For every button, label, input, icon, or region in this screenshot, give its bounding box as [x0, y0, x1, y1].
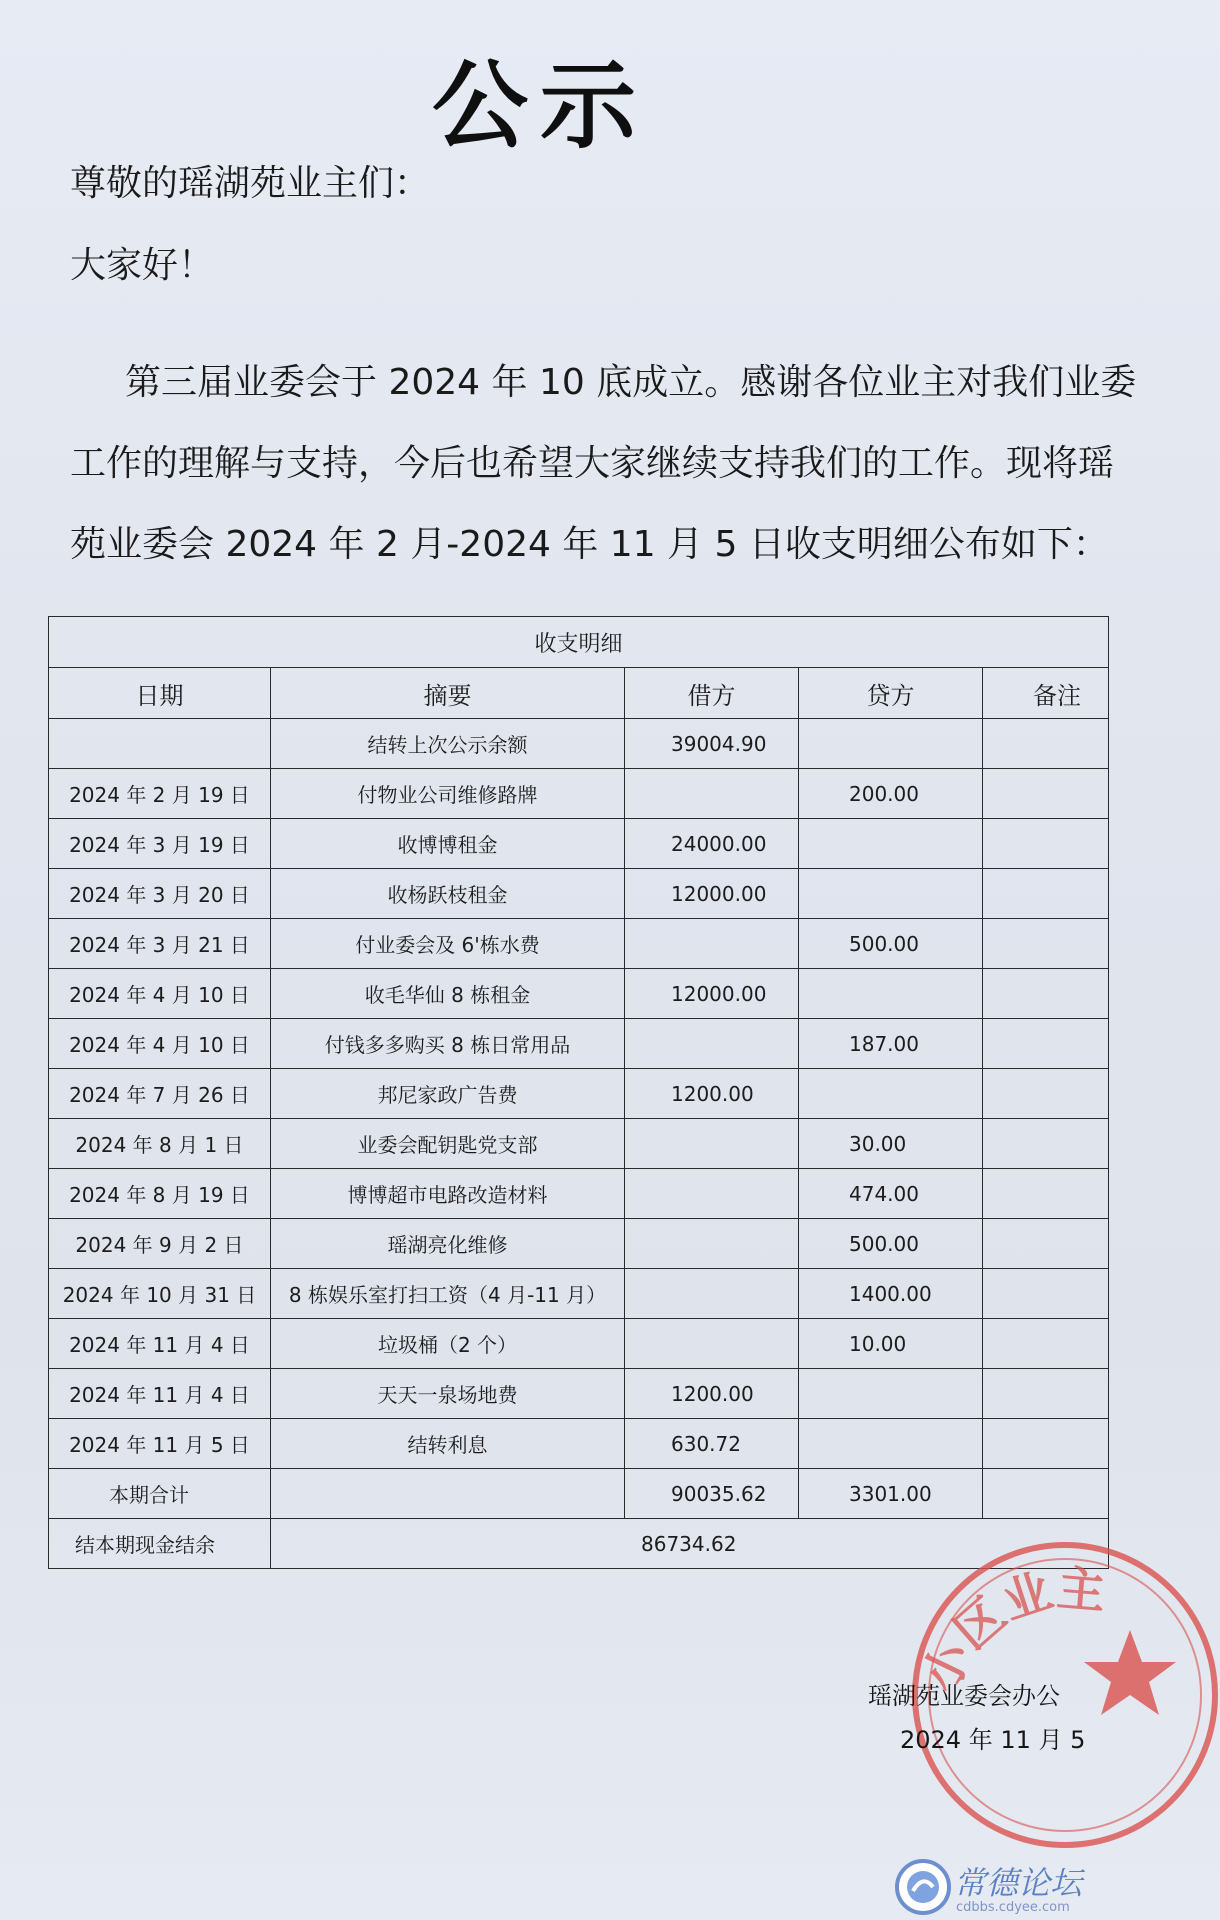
row-date: 2024 年 9 月 2 日 — [49, 1219, 271, 1269]
row-debit — [625, 769, 799, 819]
row-debit: 12000.00 — [625, 869, 799, 919]
row-date: 2024 年 10 月 31 日 — [49, 1269, 271, 1319]
watermark-url: cdbbs.cdyee.com — [956, 1900, 1070, 1915]
row-credit — [799, 1069, 983, 1119]
row-credit — [799, 969, 983, 1019]
row-summary: 收杨跃枝租金 — [271, 869, 625, 919]
watermark-title: 常德论坛 — [954, 1864, 1083, 1902]
row-date: 2024 年 2 月 19 日 — [49, 769, 271, 819]
row-summary: 业委会配钥匙党支部 — [271, 1119, 625, 1169]
row-remark — [983, 1169, 1109, 1219]
row-remark — [983, 1069, 1109, 1119]
row-credit: 30.00 — [799, 1119, 983, 1169]
row-summary: 结转上次公示余额 — [271, 719, 625, 769]
signature-date: 2024 年 11 月 5 — [900, 1726, 1086, 1754]
total-remark-cell — [983, 1469, 1109, 1519]
row-date: 2024 年 8 月 19 日 — [49, 1169, 271, 1219]
row-remark — [983, 1369, 1109, 1419]
row-date: 2024 年 11 月 4 日 — [49, 1369, 271, 1419]
row-credit — [799, 719, 983, 769]
row-debit — [625, 919, 799, 969]
greeting: 大家好！ — [70, 245, 215, 286]
row-debit — [625, 1169, 799, 1219]
header-credit: 贷方 — [799, 668, 983, 719]
row-date — [49, 719, 271, 769]
row-summary: 收毛华仙 8 栋租金 — [271, 969, 625, 1019]
ledger-row — [49, 1319, 1109, 1369]
row-remark — [983, 1269, 1109, 1319]
row-summary: 付物业公司维修路牌 — [271, 769, 625, 819]
paragraph-line-3: 苑业委会 2024 年 2 月-2024 年 11 月 5 日收支明细公布如下： — [70, 524, 1109, 565]
row-date: 2024 年 3 月 21 日 — [49, 919, 271, 969]
row-debit: 12000.00 — [625, 969, 799, 1019]
row-summary: 付钱多多购买 8 栋日常用品 — [271, 1019, 625, 1069]
ledger-header-row — [49, 668, 1109, 719]
row-credit — [799, 1419, 983, 1469]
forum-watermark — [890, 1852, 1083, 1920]
notice-title: 公示 — [432, 50, 648, 162]
total-debit: 90035.62 — [625, 1469, 799, 1519]
row-credit: 500.00 — [799, 919, 983, 969]
row-date: 2024 年 11 月 5 日 — [49, 1419, 271, 1469]
row-remark — [983, 1419, 1109, 1469]
ledger-row — [49, 1219, 1109, 1269]
seal-text: 小区业主 — [911, 1560, 1108, 1701]
row-date: 2024 年 3 月 19 日 — [49, 819, 271, 869]
ledger-row — [49, 1369, 1109, 1419]
row-credit: 1400.00 — [799, 1269, 983, 1319]
balance-label: 结本期现金结余 — [49, 1519, 271, 1569]
balance-value: 86734.62 — [271, 1519, 1109, 1569]
row-credit: 10.00 — [799, 1319, 983, 1369]
row-summary: 垃圾桶（2 个） — [271, 1319, 625, 1369]
row-debit: 1200.00 — [625, 1069, 799, 1119]
row-credit: 200.00 — [799, 769, 983, 819]
header-summary: 摘要 — [271, 668, 625, 719]
row-debit: 24000.00 — [625, 819, 799, 869]
ledger-row — [49, 1019, 1109, 1069]
total-row — [49, 1469, 1109, 1519]
ledger-row — [49, 969, 1109, 1019]
seal-star-icon — [1084, 1630, 1176, 1715]
row-date: 2024 年 8 月 1 日 — [49, 1119, 271, 1169]
row-debit — [625, 1319, 799, 1369]
ledger-body — [49, 719, 1109, 1469]
row-remark — [983, 869, 1109, 919]
row-summary: 8 栋娱乐室打扫工资（4 月-11 月） — [271, 1269, 625, 1319]
row-debit — [625, 1219, 799, 1269]
ledger-row — [49, 769, 1109, 819]
ledger-row — [49, 869, 1109, 919]
salutation: 尊敬的瑶湖苑业主们： — [70, 163, 431, 204]
ledger-row — [49, 819, 1109, 869]
row-date: 2024 年 4 月 10 日 — [49, 1019, 271, 1069]
header-debit: 借方 — [625, 668, 799, 719]
ledger-row — [49, 919, 1109, 969]
row-date: 2024 年 7 月 26 日 — [49, 1069, 271, 1119]
header-date: 日期 — [49, 668, 271, 719]
row-summary: 瑶湖亮化维修 — [271, 1219, 625, 1269]
paragraph-line-1: 第三届业委会于 2024 年 10 底成立。感谢各位业主对我们业委 — [125, 362, 1137, 403]
row-summary: 天天一泉场地费 — [271, 1369, 625, 1419]
row-credit: 500.00 — [799, 1219, 983, 1269]
row-summary: 结转利息 — [271, 1419, 625, 1469]
row-credit — [799, 819, 983, 869]
row-credit — [799, 1369, 983, 1419]
row-debit — [625, 1119, 799, 1169]
ledger-row — [49, 1069, 1109, 1119]
row-remark — [983, 919, 1109, 969]
row-remark — [983, 719, 1109, 769]
row-debit: 1200.00 — [625, 1369, 799, 1419]
header-remark: 备注 — [983, 668, 1109, 719]
row-debit — [625, 1019, 799, 1069]
ledger-row — [49, 1419, 1109, 1469]
row-remark — [983, 1119, 1109, 1169]
ledger-row — [49, 1119, 1109, 1169]
row-credit — [799, 869, 983, 919]
ledger-caption: 收支明细 — [49, 617, 1109, 668]
row-remark — [983, 969, 1109, 1019]
row-remark — [983, 769, 1109, 819]
row-debit: 630.72 — [625, 1419, 799, 1469]
row-summary: 博博超市电路改造材料 — [271, 1169, 625, 1219]
row-credit: 187.00 — [799, 1019, 983, 1069]
row-date: 2024 年 3 月 20 日 — [49, 869, 271, 919]
row-remark — [983, 1219, 1109, 1269]
ledger-row — [49, 1269, 1109, 1319]
row-remark — [983, 1019, 1109, 1069]
row-summary: 收博博租金 — [271, 819, 625, 869]
row-debit: 39004.90 — [625, 719, 799, 769]
forum-logo-icon — [894, 1858, 952, 1916]
row-date: 2024 年 11 月 4 日 — [49, 1319, 271, 1369]
ledger-table — [48, 616, 1109, 1569]
row-summary: 付业委会及 6'栋水费 — [271, 919, 625, 969]
row-remark — [983, 1319, 1109, 1369]
total-summary-cell — [271, 1469, 625, 1519]
row-date: 2024 年 4 月 10 日 — [49, 969, 271, 1019]
ledger-row — [49, 719, 1109, 769]
ledger-row — [49, 1169, 1109, 1219]
ledger-caption-row — [49, 617, 1109, 668]
total-credit: 3301.00 — [799, 1469, 983, 1519]
row-summary: 邦尼家政广告费 — [271, 1069, 625, 1119]
row-credit: 474.00 — [799, 1169, 983, 1219]
row-remark — [983, 819, 1109, 869]
row-debit — [625, 1269, 799, 1319]
total-label: 本期合计 — [49, 1469, 271, 1519]
paragraph-line-2: 工作的理解与支持，今后也希望大家继续支持我们的工作。现将瑶 — [70, 443, 1115, 484]
signature-office: 瑶湖苑业委会办公 — [868, 1682, 1060, 1710]
